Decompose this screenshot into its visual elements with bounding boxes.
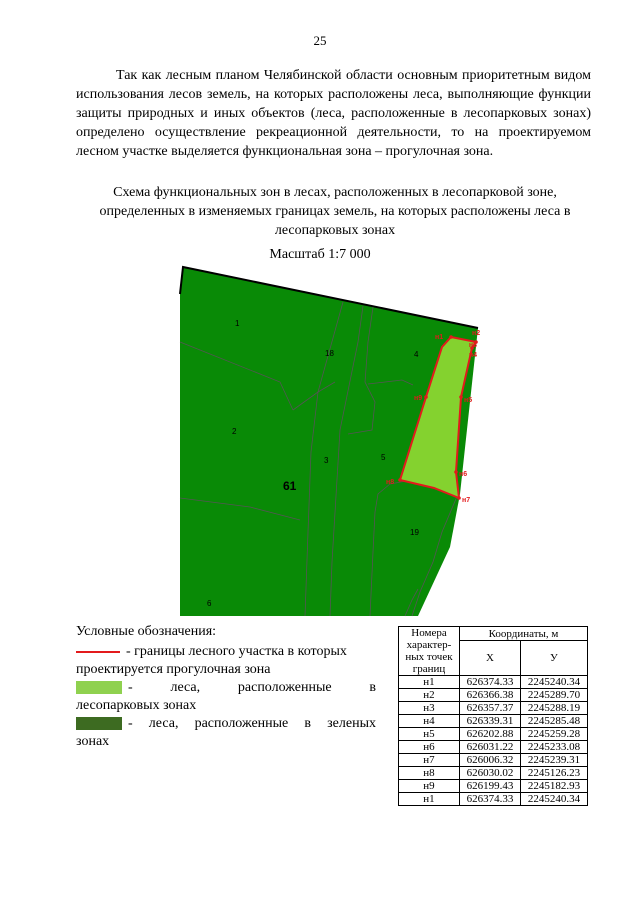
body-paragraph: Так как лесным планом Челябинской области основным приоритетным видом использования лесов земель, на которых расположены леса, выполняющие функции защиты природных и иных объектов (леса, расположенные в лесопарковых зонах) определено осуществление рекреационной деятельности, то на проектируемом лесном участке выделяется функциональная зона – прогулочная зона.: [76, 68, 591, 159]
legend-text: леса,: [148, 716, 179, 731]
table-row: н5 626202.88 2245259.28: [399, 728, 588, 741]
table-row: н3 626357.37 2245288.19: [399, 702, 588, 715]
forest-zone-map: [180, 262, 481, 616]
plot-number: 6: [207, 599, 212, 608]
point-label: н9: [414, 395, 423, 402]
table-row: н9 626199.43 2245182.93: [399, 780, 588, 793]
header-x: Х: [460, 641, 521, 676]
dark-green-swatch: [76, 717, 122, 730]
header-coordinates: Координаты, м: [460, 627, 588, 641]
table-row: н4 626339.31 2245285.48: [399, 715, 588, 728]
point-label: н3: [468, 342, 477, 349]
coordinates-table: [398, 626, 588, 806]
legend-text: леса,: [170, 680, 201, 695]
legend-text: зеленых: [327, 716, 376, 731]
legend-item-boundary: [76, 643, 376, 679]
point-label: н5: [464, 397, 473, 404]
legend-text: зонах: [76, 734, 110, 749]
point-label: н1: [435, 334, 444, 341]
plot-number: 18: [325, 349, 334, 358]
table-row: н1 626374.33 2245240.34: [399, 793, 588, 806]
plot-number: 1: [235, 319, 240, 328]
legend-item-park-forest: [76, 679, 376, 715]
page-number: 25: [313, 33, 327, 48]
plot-number: 4: [414, 350, 419, 359]
table-row: н8 626030.02 2245126.23: [399, 767, 588, 780]
point-label: н4: [468, 352, 477, 359]
legend-item-green-forest: [76, 715, 376, 751]
legend-text: -: [128, 680, 133, 695]
table-row: н6 626031.22 2245233.08: [399, 741, 588, 754]
red-line-symbol: [76, 651, 120, 653]
legend-text: расположенные: [237, 680, 332, 695]
quarter-number: 61: [283, 479, 297, 493]
point-label: н7: [462, 497, 471, 504]
legend-title: Условные обозначения:: [76, 624, 217, 639]
plot-number: 3: [324, 456, 329, 465]
table-row: н7 626006.32 2245239.31: [399, 754, 588, 767]
legend-text: в: [369, 680, 376, 695]
header-y: У: [520, 641, 587, 676]
scale-label: Масштаб 1:7 000: [269, 247, 371, 262]
scheme-title: Схема функциональных зон в лесах, расположенных в лесопарковой зоне, определенных в изменяемых границах земель, на которых расположены леса в лесопарковых зонах: [99, 185, 571, 238]
point-label: н2: [472, 330, 481, 337]
table-row: н2 626366.38 2245289.70: [399, 689, 588, 702]
point-label: н8: [386, 479, 395, 486]
header-point-numbers: Номера характер-ных точек границ: [399, 627, 460, 676]
legend-text: -: [128, 716, 133, 731]
table-row: н1 626374.33 2245240.34: [399, 676, 588, 689]
point-label: н6: [459, 471, 468, 478]
plot-number: 2: [232, 427, 237, 436]
legend-text: - границы лесного участка в которых проектируется прогулочная зона: [76, 644, 347, 677]
legend-text: в: [304, 716, 312, 731]
plot-number: 19: [410, 528, 419, 537]
light-green-swatch: [76, 681, 122, 694]
legend-text: расположенные: [194, 716, 289, 731]
plot-number: 5: [381, 453, 386, 462]
legend-text: лесопарковых зонах: [76, 698, 197, 713]
